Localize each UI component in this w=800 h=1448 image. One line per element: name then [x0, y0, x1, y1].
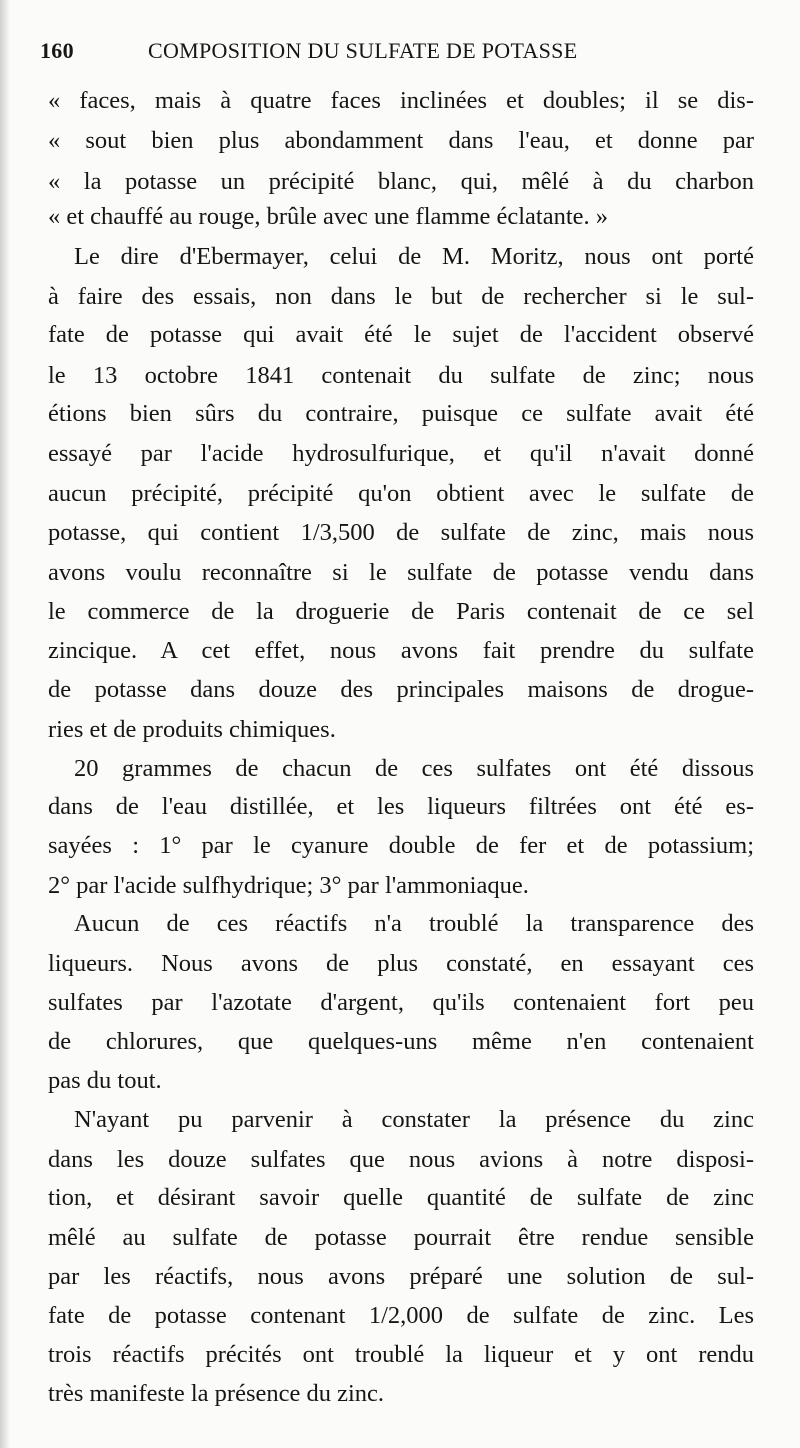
text-line: avons voulu reconnaître si le sulfate de potasse vendu dans: [48, 559, 754, 586]
text-line: aucun précipité, précipité qu'on obtient avec le sulfate de: [48, 480, 754, 507]
text-line: à faire des essais, non dans le but de rechercher si le sul-: [48, 283, 754, 310]
text-line: N'ayant pu parvenir à constater la présence du zinc: [74, 1106, 754, 1133]
text-line: trois réactifs précités ont troublé la liqueur et y ont rendu: [48, 1341, 754, 1368]
text-line: le 13 octobre 1841 contenait du sulfate de zinc; nous: [48, 362, 754, 389]
text-line: ries et de produits chimiques.: [48, 716, 336, 743]
text-line: Le dire d'Ebermayer, celui de M. Moritz, nous ont porté: [74, 243, 754, 270]
text-line: très manifeste la présence du zinc.: [48, 1380, 385, 1407]
text-line: « faces, mais à quatre faces inclinées et doubles; il se dis-: [48, 87, 754, 114]
text-line: de potasse dans douze des principales maisons de drogue-: [48, 676, 754, 703]
text-line: « la potasse un précipité blanc, qui, mêlé à du charbon: [48, 168, 754, 195]
text-line: par les réactifs, nous avons préparé une solution de sul-: [48, 1263, 754, 1290]
text-line: sulfates par l'azotate d'argent, qu'ils contenaient fort peu: [48, 989, 754, 1016]
text-line: pas du tout.: [48, 1067, 162, 1094]
text-line: dans les douze sulfates que nous avions à notre disposi-: [48, 1146, 754, 1173]
text-line: « sout bien plus abondamment dans l'eau, et donne par: [48, 127, 754, 154]
text-line: étions bien sûrs du contraire, puisque ce sulfate avait été: [48, 400, 754, 427]
text-line: tion, et désirant savoir quelle quantité de sulfate de zinc: [48, 1184, 754, 1211]
text-line: potasse, qui contient 1/3,500 de sulfate de zinc, mais nous: [48, 519, 754, 546]
text-line: le commerce de la droguerie de Paris contenait de ce sel: [48, 598, 754, 625]
text-line: « et chauffé au rouge, brûle avec une flamme éclatante. »: [48, 203, 609, 230]
text-line: 20 grammes de chacun de ces sulfates ont été dissous: [74, 755, 754, 782]
text-line: Aucun de ces réactifs n'a troublé la transparence des: [74, 910, 754, 937]
text-line: mêlé au sulfate de potasse pourrait être rendue sensible: [48, 1224, 754, 1251]
text-line: fate de potasse qui avait été le sujet de l'accident observé: [48, 321, 754, 348]
running-title: COMPOSITION DU SULFATE DE POTASSE: [148, 38, 578, 63]
text-line: dans de l'eau distillée, et les liqueurs filtrées ont été es-: [48, 793, 754, 820]
text-line: sayées : 1° par le cyanure double de fer et de potassium;: [48, 832, 754, 859]
text-line: liqueurs. Nous avons de plus constaté, en essayant ces: [48, 950, 754, 977]
page-number: 160: [40, 38, 74, 63]
text-line: 2° par l'acide sulfhydrique; 3° par l'ammoniaque.: [48, 872, 529, 899]
text-line: essayé par l'acide hydrosulfurique, et qu'il n'avait donné: [48, 440, 754, 467]
text-line: fate de potasse contenant 1/2,000 de sulfate de zinc. Les: [48, 1302, 754, 1329]
text-line: de chlorures, que quelques-uns même n'en contenaient: [48, 1028, 754, 1055]
text-line: zincique. A cet effet, nous avons fait prendre du sulfate: [48, 637, 754, 664]
